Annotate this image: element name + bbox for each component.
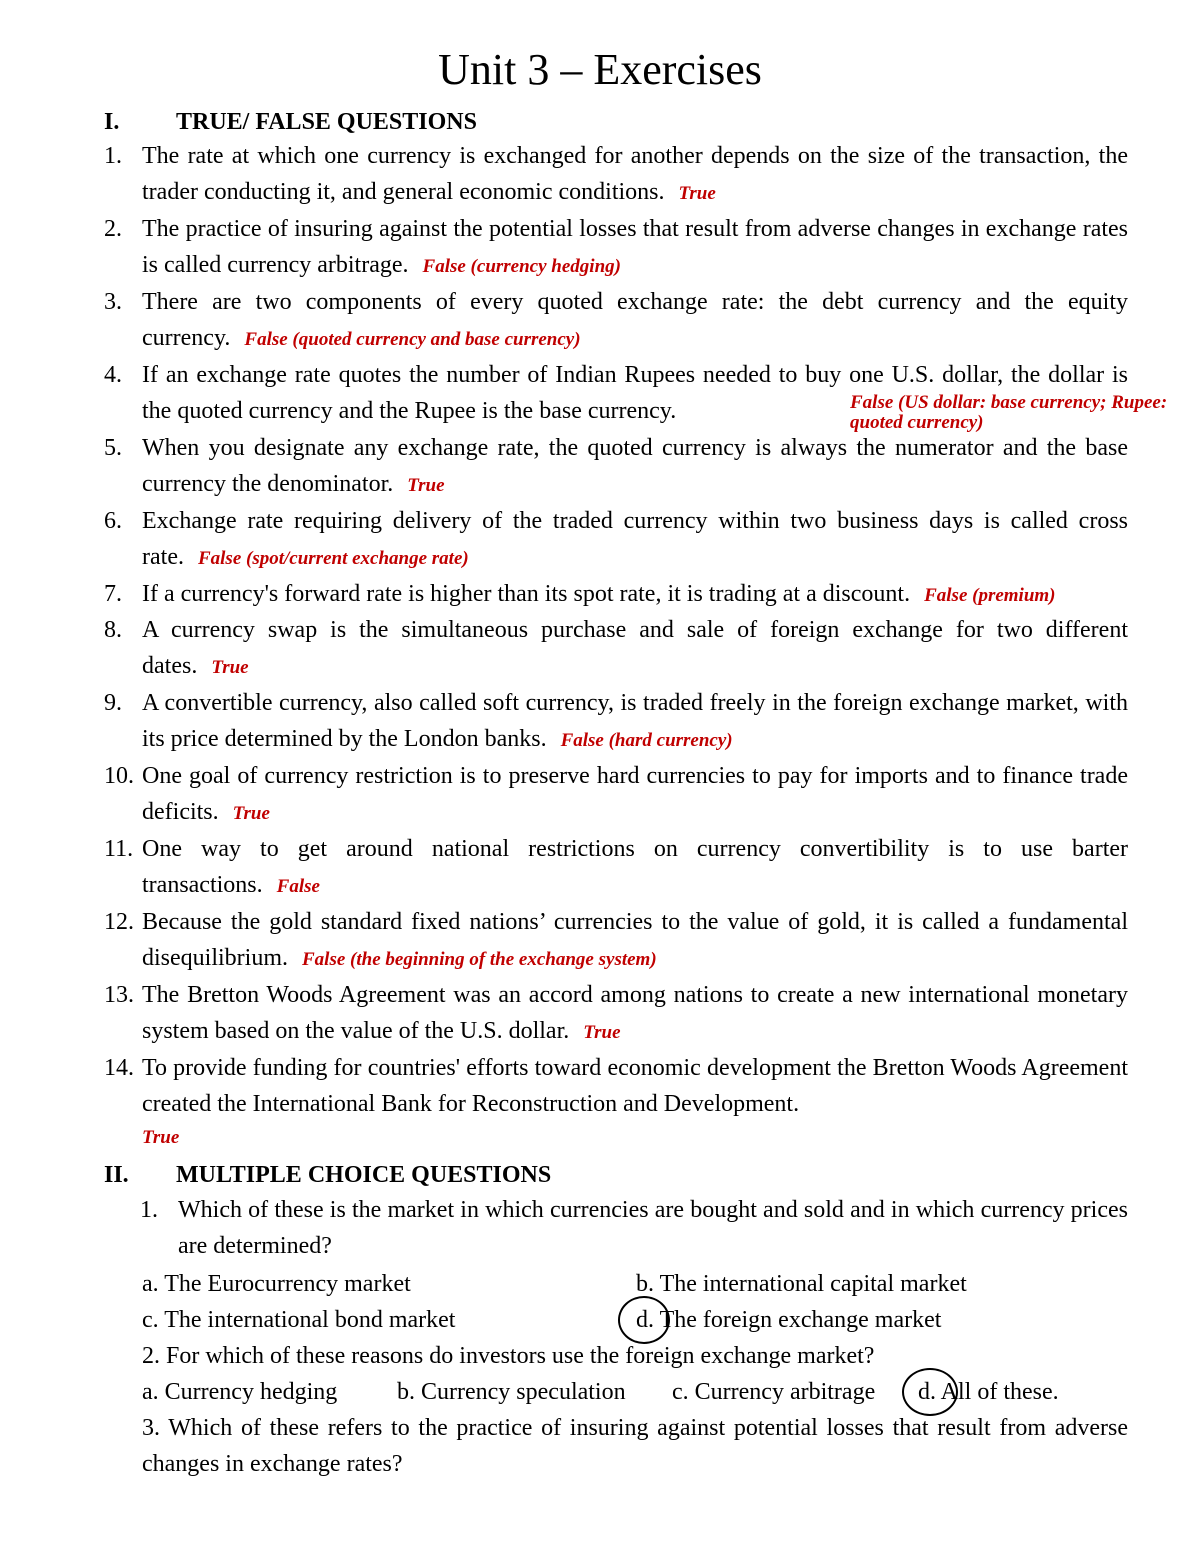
answer-annotation: False (hard currency) [560, 730, 733, 751]
answer-annotation-14: True [142, 1127, 180, 1148]
question-number: 11. [104, 836, 134, 862]
section-heading-true-false [104, 107, 477, 137]
question-text: Because the gold standard fixed nations’ currencies to the value of gold, it is called a fundamental disequilibrium. [142, 909, 1128, 971]
mc2-option-c: c. Currency arbitrage [672, 1379, 876, 1405]
mc2-option-a: a. Currency hedging [142, 1379, 338, 1405]
tf-question-6 [104, 503, 1128, 577]
tf-question-10 [104, 758, 1128, 832]
tf-question-13 [104, 977, 1128, 1051]
answer-annotation: False (currency hedging) [422, 256, 621, 277]
question-text: The practice of insuring against the potential losses that result from adverse changes in exchange rates is called currency arbitrage. [142, 216, 1128, 278]
question-number: 4. [104, 362, 122, 388]
question-number: 9. [104, 690, 122, 716]
tf-question-8 [104, 612, 1128, 686]
question-text: Which of these is the market in which currencies are bought and sold and in which currency prices are determined? [178, 1197, 1128, 1259]
mc1-option-b: b. The international capital market [636, 1271, 967, 1297]
mc-question-2: 2. For which of these reasons do investors use the foreign exchange market? [142, 1343, 875, 1369]
tf-question-2 [104, 211, 1128, 285]
mc-question-3 [142, 1410, 1128, 1482]
question-number: 14. [104, 1055, 134, 1081]
answer-annotation: True [407, 475, 445, 496]
answer-annotation: False (premium) [924, 585, 1056, 606]
question-number: 1. [104, 143, 122, 169]
section-title: MULTIPLE CHOICE QUESTIONS [176, 1162, 552, 1188]
question-number: 6. [104, 508, 122, 534]
answer-annotation: True [211, 657, 249, 678]
question-text: One way to get around national restrictions on currency convertibility is to use barter transactions. [142, 836, 1128, 898]
page-title: Unit 3 – Exercises [438, 45, 762, 94]
answer-annotation: False (spot/current exchange rate) [197, 548, 469, 569]
answer-annotation: False [276, 876, 320, 897]
question-number: 1. [140, 1197, 158, 1223]
question-text: If a currency's forward rate is higher than its spot rate, it is trading at a discount. [142, 581, 911, 607]
answer-annotation-4: False (US dollar: base currency; Rupee: quoted currency) [850, 392, 1168, 433]
question-number: 2. [104, 216, 122, 242]
question-number: 8. [104, 617, 122, 643]
question-text: To provide funding for countries' efforts toward economic development the Bretton Woods Agreement created the International Bank for Reconstruction and Development. [142, 1055, 1128, 1117]
question-text: The Bretton Woods Agreement was an accord among nations to create a new international monetary system based on the value of the U.S. dollar. [142, 982, 1128, 1044]
question-text: If an exchange rate quotes the number of Indian Rupees needed to buy one U.S. dollar, the dollar is the quoted currency and the Rupee is the base currency. [142, 362, 1128, 424]
mc1-option-a: a. The Eurocurrency market [142, 1271, 411, 1297]
question-number: 7. [104, 581, 122, 607]
question-text: 3. Which of these refers to the practice of insuring against potential losses that result from adverse changes in exchange rates? [142, 1415, 1128, 1477]
answer-annotation: False (the beginning of the exchange system) [302, 949, 657, 970]
question-number: 12. [104, 909, 134, 935]
section-heading-multiple-choice [104, 1160, 551, 1190]
tf-question-12 [104, 904, 1128, 978]
question-text: One goal of currency restriction is to preserve hard currencies to pay for imports and to finance trade deficits. [142, 763, 1128, 825]
section-number: II. [104, 1162, 129, 1188]
mc-question-1 [140, 1192, 1128, 1264]
answer-annotation: True [232, 803, 270, 824]
question-text: There are two components of every quoted exchange rate: the debt currency and the equity currency. [142, 289, 1128, 351]
question-text: When you designate any exchange rate, the quoted currency is always the numerator and the base currency the denominator. [142, 435, 1128, 497]
answer-annotation: False (quoted currency and base currency) [244, 329, 581, 350]
tf-question-3 [104, 284, 1128, 358]
tf-question-11 [104, 831, 1128, 905]
question-text: A convertible currency, also called soft currency, is traded freely in the foreign exchange market, with its price determined by the London banks. [142, 690, 1128, 752]
answer-circle-mark [618, 1296, 670, 1344]
tf-question-14 [104, 1050, 1128, 1122]
tf-question-5 [104, 430, 1128, 504]
mc2-option-d: d. All of these. [918, 1379, 1059, 1405]
question-text: The rate at which one currency is exchanged for another depends on the size of the transaction, the trader conducting it, and general economic conditions. [142, 143, 1128, 205]
section-number: I. [104, 109, 120, 135]
answer-circle-mark [902, 1368, 958, 1416]
mc1-option-d: d. The foreign exchange market [636, 1307, 942, 1333]
question-number: 3. [104, 289, 122, 315]
question-number: 10. [104, 763, 134, 789]
question-text: A currency swap is the simultaneous purchase and sale of foreign exchange for two different dates. [142, 617, 1128, 679]
question-text: Exchange rate requiring delivery of the traded currency within two business days is called cross rate. [142, 508, 1128, 570]
tf-question-1 [104, 138, 1128, 212]
question-number: 5. [104, 435, 122, 461]
answer-annotation: True [583, 1022, 621, 1043]
section-title: TRUE/ FALSE QUESTIONS [176, 109, 477, 135]
tf-question-7 [104, 576, 1194, 614]
tf-question-9 [104, 685, 1128, 759]
mc2-option-b: b. Currency speculation [397, 1379, 626, 1405]
answer-annotation: True [678, 183, 716, 204]
question-number: 13. [104, 982, 134, 1008]
mc1-option-c: c. The international bond market [142, 1307, 456, 1333]
